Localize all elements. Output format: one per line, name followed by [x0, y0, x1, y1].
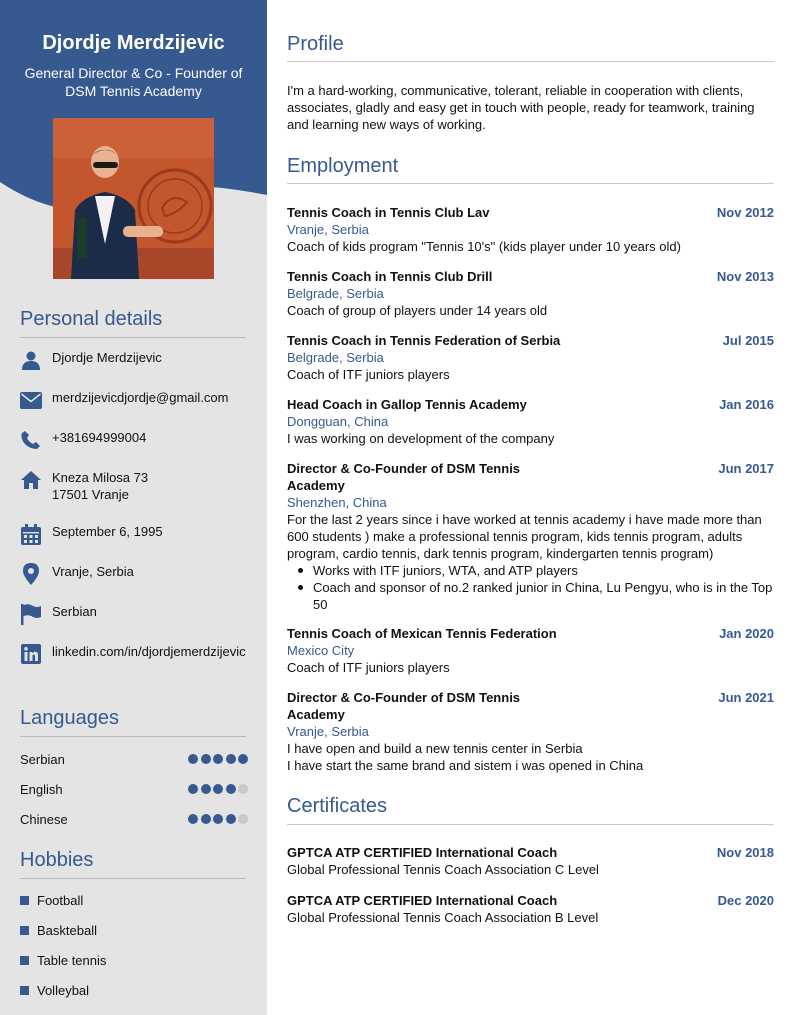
detail-address — [20, 469, 250, 503]
employment-entry — [287, 268, 774, 319]
job-title: Head Coach in Gallop Tennis Academy — [287, 397, 527, 412]
hobby-label: Football — [37, 893, 84, 908]
job-description: Coach of kids program "Tennis 10's" (kids player under 10 years old) — [287, 239, 681, 254]
detail-phone[interactable] — [20, 429, 250, 451]
job-description: Coach of group of players under 14 years old — [287, 303, 548, 318]
detail-email[interactable] — [20, 389, 250, 411]
phone-icon — [20, 429, 42, 451]
detail-birthplace-text: Vranje, Serbia — [52, 564, 134, 579]
detail-email-text: merdzijevicdjordje@gmail.com — [52, 390, 229, 405]
hobby-item — [20, 983, 89, 998]
employment-entry — [287, 689, 774, 774]
job-title: Tennis Coach of Mexican Tennis Federation — [287, 626, 557, 641]
certificate-entry — [287, 892, 774, 926]
level-dot-filled — [188, 814, 198, 824]
detail-birthplace — [20, 563, 250, 585]
level-dot-filled — [226, 784, 236, 794]
employment-entry — [287, 396, 774, 447]
level-dot-empty — [238, 814, 248, 824]
square-bullet-icon — [20, 956, 29, 965]
certificate-description: Global Professional Tennis Coach Association C Level — [287, 862, 599, 877]
detail-linkedin-text: linkedin.com/in/djordjemerdzijevic — [52, 644, 246, 659]
languages-heading: Languages — [20, 707, 119, 729]
flag-icon — [20, 603, 42, 625]
job-location: Vranje, Serbia — [287, 222, 369, 237]
language-name: Chinese — [20, 811, 68, 827]
certificate-description: Global Professional Tennis Coach Association B Level — [287, 910, 599, 925]
certificate-entry — [287, 844, 774, 878]
square-bullet-icon — [20, 986, 29, 995]
employment-entry — [287, 625, 774, 676]
job-location: Mexico City — [287, 643, 355, 658]
detail-birthdate-text: September 6, 1995 — [52, 524, 163, 539]
language-level-dots — [186, 814, 249, 824]
job-description: For the last 2 years since i have worked at tennis academy i have made more than 600 students ) make a professional tennis program, kids tennis program, adults program, cardio tennis, dark tennis program, kindergarten tennis program) — [287, 512, 762, 561]
certificate-date: Dec 2020 — [717, 893, 774, 908]
detail-name-text: Djordje Merdzijevic — [52, 350, 162, 365]
job-location: Belgrade, Serbia — [287, 350, 384, 365]
language-row — [20, 780, 248, 798]
job-description: Coach of ITF juniors players — [287, 660, 450, 675]
profile-photo — [53, 118, 214, 279]
detail-name — [20, 349, 250, 371]
linkedin-icon — [20, 643, 42, 665]
job-description: Coach of ITF juniors players — [287, 367, 450, 382]
personal-details-divider — [20, 337, 246, 338]
job-date: Nov 2012 — [716, 205, 774, 220]
hobby-item — [20, 893, 83, 908]
job-title: Director & Co-Founder of DSM Tennis Academy — [287, 690, 521, 722]
profile-heading: Profile — [287, 33, 344, 55]
language-level-dots — [186, 754, 249, 764]
job-title: Director & Co-Founder of DSM Tennis Academy — [287, 461, 521, 493]
level-dot-filled — [188, 754, 198, 764]
hobbies-divider — [20, 878, 246, 879]
job-description: I have open and build a new tennis center in Serbia — [287, 741, 583, 756]
job-location: Shenzhen, China — [287, 495, 387, 510]
job-location: Dongguan, China — [287, 414, 389, 429]
level-dot-filled — [188, 784, 198, 794]
square-bullet-icon — [20, 896, 29, 905]
language-row — [20, 750, 248, 768]
certificate-title: GPTCA ATP CERTIFIED International Coach — [287, 845, 558, 860]
detail-nationality — [20, 603, 250, 625]
employment-heading: Employment — [287, 155, 399, 177]
square-bullet-icon — [20, 926, 29, 935]
hobby-label: Volleybal — [37, 983, 90, 998]
location-pin-icon — [20, 563, 42, 585]
candidate-name: Djordje Merdzijevic — [42, 32, 225, 54]
language-name: English — [20, 781, 63, 797]
level-dot-filled — [226, 754, 236, 764]
employment-entry — [287, 460, 774, 613]
detail-address-text: Kneza Milosa 73 17501 Vranje — [52, 470, 149, 502]
calendar-icon — [20, 523, 42, 545]
job-date: Jan 2016 — [719, 397, 774, 412]
certificate-date: Nov 2018 — [716, 845, 774, 860]
level-dot-filled — [213, 754, 223, 764]
home-icon — [20, 469, 42, 491]
hobby-item — [20, 923, 97, 938]
job-location: Vranje, Serbia — [287, 724, 369, 739]
job-bullet-list — [287, 562, 774, 613]
sidebar — [0, 0, 267, 1015]
languages-divider — [20, 736, 246, 737]
detail-phone-text: +381694999004 — [52, 430, 147, 445]
hobby-label: Table tennis — [37, 953, 107, 968]
profile-divider — [287, 61, 774, 62]
job-date: Jul 2015 — [722, 333, 774, 348]
personal-details-heading: Personal details — [20, 308, 163, 330]
language-name: Serbian — [20, 751, 65, 767]
job-date: Nov 2013 — [716, 269, 774, 284]
language-level-dots — [186, 784, 249, 794]
job-description: I was working on development of the company — [287, 431, 555, 446]
job-date: Jan 2020 — [719, 626, 774, 641]
job-date: Jun 2017 — [718, 461, 774, 476]
language-row — [20, 810, 248, 828]
level-dot-filled — [226, 814, 236, 824]
certificate-title: GPTCA ATP CERTIFIED International Coach — [287, 893, 558, 908]
level-dot-filled — [201, 814, 211, 824]
employment-entry — [287, 204, 774, 255]
level-dot-empty — [238, 784, 248, 794]
level-dot-filled — [201, 754, 211, 764]
level-dot-filled — [213, 784, 223, 794]
job-location: Belgrade, Serbia — [287, 286, 384, 301]
detail-birthdate — [20, 523, 250, 545]
profile-summary: I'm a hard-working, communicative, tolerant, reliable in cooperation with clients, associates, gladly and easy get in touch with people, ready for teamwork, training and learning new ways of working. — [287, 83, 755, 132]
job-title: Tennis Coach in Tennis Club Drill — [287, 269, 493, 284]
certificates-divider — [287, 824, 774, 825]
hobby-item — [20, 953, 106, 968]
job-bullet: Works with ITF juniors, WTA, and ATP players — [287, 562, 774, 579]
job-bullet: Coach and sponsor of no.2 ranked junior in China, Lu Pengyu, who is in the Top 50 — [287, 579, 774, 613]
level-dot-filled — [201, 784, 211, 794]
job-description: I have start the same brand and sistem i was opened in China — [287, 758, 644, 773]
person-icon — [20, 349, 42, 371]
envelope-icon — [20, 389, 42, 411]
job-date: Jun 2021 — [718, 690, 774, 705]
job-title: Tennis Coach in Tennis Club Lav — [287, 205, 490, 220]
hobbies-heading: Hobbies — [20, 849, 94, 871]
detail-nationality-text: Serbian — [52, 604, 97, 619]
certificates-heading: Certificates — [287, 795, 388, 817]
employment-divider — [287, 183, 774, 184]
job-title: Tennis Coach in Tennis Federation of Serbia — [287, 333, 561, 348]
level-dot-filled — [238, 754, 248, 764]
level-dot-filled — [213, 814, 223, 824]
employment-entry — [287, 332, 774, 383]
hobby-label: Baskteball — [37, 923, 97, 938]
detail-linkedin[interactable] — [20, 643, 250, 665]
candidate-headline: General Director & Co - Founder of DSM Tennis Academy — [24, 65, 243, 99]
